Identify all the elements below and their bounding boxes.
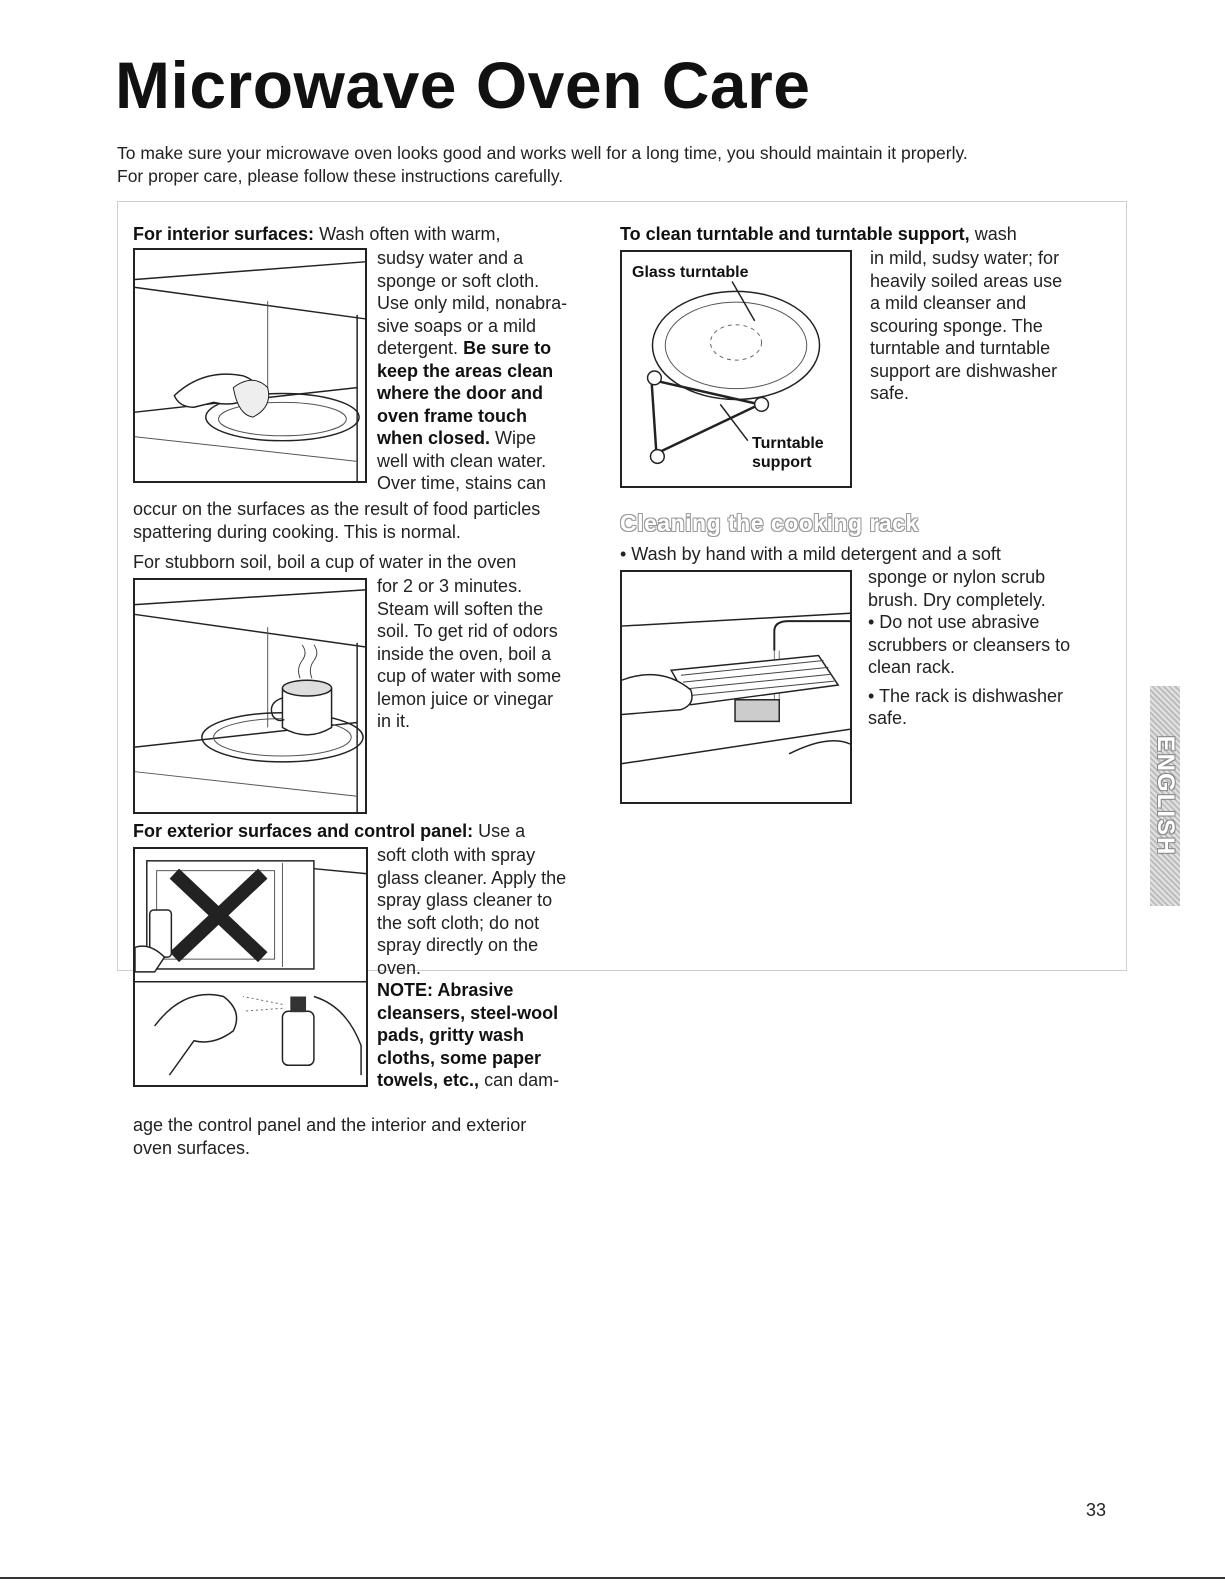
bottom-divider <box>0 1577 1225 1579</box>
exterior-line: glass cleaner. Apply the <box>377 867 567 888</box>
exterior-note: pads, gritty wash <box>377 1025 525 1045</box>
rack-line: clean rack. <box>868 657 956 677</box>
stubborn-line: soil. To get rid of odors <box>377 621 558 641</box>
exterior-wrap-text <box>377 844 566 1092</box>
exterior-note: cloths, some paper <box>377 1047 542 1068</box>
rack-section <box>620 543 1001 566</box>
stubborn-line: Steam will soften the <box>377 598 544 619</box>
turntable-support-caption-1: Turntable <box>752 435 824 452</box>
exterior-line: spray glass cleaner to <box>377 890 553 910</box>
rack-wrap-text <box>868 566 1070 730</box>
intro-line-2: For proper care, please follow these instructions carefully. <box>117 166 564 186</box>
spray-cleaner-illustration <box>135 849 366 1085</box>
exterior-line: spray directly on the <box>377 935 539 955</box>
rack-line: • The rack is dishwasher <box>868 685 1064 706</box>
interior-text: Wash often with warm, <box>319 224 501 244</box>
rack-washing-illustration <box>620 570 852 804</box>
turntable-support-caption-2: support <box>752 454 812 471</box>
turntable-heading: To clean turntable and turntable support, <box>620 224 970 244</box>
rack-line: • Wash by hand with a mild detergent and a soft <box>620 544 1001 564</box>
interior-warning: where the door and <box>377 383 544 403</box>
intro-line-1: To make sure your microwave oven looks good and works well for a long time, you should maintain it properly. <box>117 143 968 163</box>
interior-wrap-text <box>377 247 567 495</box>
glass-turntable-caption: Glass turntable <box>632 264 749 281</box>
interior-line: detergent. <box>377 338 459 358</box>
turntable-line: turntable and turntable <box>870 338 1051 358</box>
interior-heading: For interior surfaces: <box>133 224 315 244</box>
exterior-note: cleansers, steel-wool <box>377 1002 559 1023</box>
interior-line: Use only mild, nonabra- <box>377 293 568 313</box>
language-side-tab-label: ENGLISH <box>1152 735 1179 857</box>
interior-line: sponge or soft cloth. <box>377 270 540 291</box>
interior-line: sudsy water and a <box>377 248 524 268</box>
rack-line: sponge or nylon scrub <box>868 567 1046 587</box>
interior-warning: Be sure to <box>463 338 552 358</box>
page-title: Microwave Oven Care <box>115 48 811 122</box>
interior-section <box>133 223 500 246</box>
exterior-line: age the control panel and the interior and exterior <box>133 1115 527 1135</box>
turntable-line: heavily soiled areas use <box>870 270 1063 291</box>
interior-line: sive soaps or a mild <box>377 315 537 336</box>
exterior-line: the soft cloth; do not <box>377 912 540 933</box>
interior-continued <box>133 498 540 543</box>
stubborn-line: For stubborn soil, boil a cup of water in the oven <box>133 552 517 572</box>
rack-line: safe. <box>868 708 908 728</box>
exterior-line: can dam- <box>484 1070 560 1090</box>
exterior-heading: For exterior surfaces and control panel: <box>133 821 474 841</box>
interior-line: occur on the surfaces as the result of food particles <box>133 499 541 519</box>
exterior-line: oven. <box>377 957 422 978</box>
exterior-section <box>133 820 525 843</box>
turntable-line: scouring sponge. The <box>870 315 1043 336</box>
stubborn-line: inside the oven, boil a <box>377 643 552 664</box>
exterior-line: oven surfaces. <box>133 1137 251 1158</box>
stubborn-line: cup of water with some <box>377 666 562 686</box>
cooking-rack-heading: Cleaning the cooking rack <box>620 510 919 536</box>
turntable-line: in mild, sudsy water; for <box>870 248 1060 268</box>
washing-rack-illustration <box>622 572 850 802</box>
interior-line: Wipe <box>495 428 537 448</box>
interior-warning: keep the areas clean <box>377 360 554 381</box>
page-number: 33 <box>1086 1500 1107 1520</box>
exterior-note: towels, etc., <box>377 1070 480 1090</box>
turntable-line: wash <box>974 224 1017 244</box>
interior-line: spattering during cooking. This is normal. <box>133 521 461 542</box>
steam-cup-illustration <box>133 578 367 814</box>
language-side-tab <box>1150 686 1180 906</box>
intro-paragraph <box>117 142 1127 188</box>
turntable-wrap-text <box>870 247 1062 405</box>
wiping-oven-illustration <box>135 250 365 481</box>
interior-line: Over time, stains can <box>377 473 547 493</box>
stubborn-wrap-text <box>377 575 561 733</box>
turntable-line: a mild cleanser and <box>870 293 1027 313</box>
rack-line: • Do not use abrasive <box>868 612 1040 632</box>
cup-in-oven-illustration <box>135 580 365 812</box>
interior-line: well with clean water. <box>377 450 547 471</box>
exterior-line: soft cloth with spray <box>377 845 536 865</box>
turntable-section <box>620 223 1017 246</box>
rack-line: scrubbers or cleansers to <box>868 634 1071 655</box>
interior-warning: oven frame touch <box>377 405 528 426</box>
turntable-line: support are dishwasher <box>870 360 1058 381</box>
exterior-cleaning-illustration <box>133 847 368 1087</box>
stubborn-soil-section <box>133 551 516 574</box>
interior-warning: when closed. <box>377 428 491 448</box>
turntable-line: safe. <box>870 383 910 403</box>
stubborn-line: in it. <box>377 711 411 731</box>
exterior-line: Use a <box>478 821 526 841</box>
stubborn-line: lemon juice or vinegar <box>377 688 554 709</box>
rack-line: brush. Dry completely. <box>868 589 1046 610</box>
stubborn-line: for 2 or 3 minutes. <box>377 576 523 596</box>
exterior-continued <box>133 1114 526 1159</box>
interior-wiping-illustration <box>133 248 367 483</box>
exterior-note: NOTE: Abrasive <box>377 980 514 1000</box>
